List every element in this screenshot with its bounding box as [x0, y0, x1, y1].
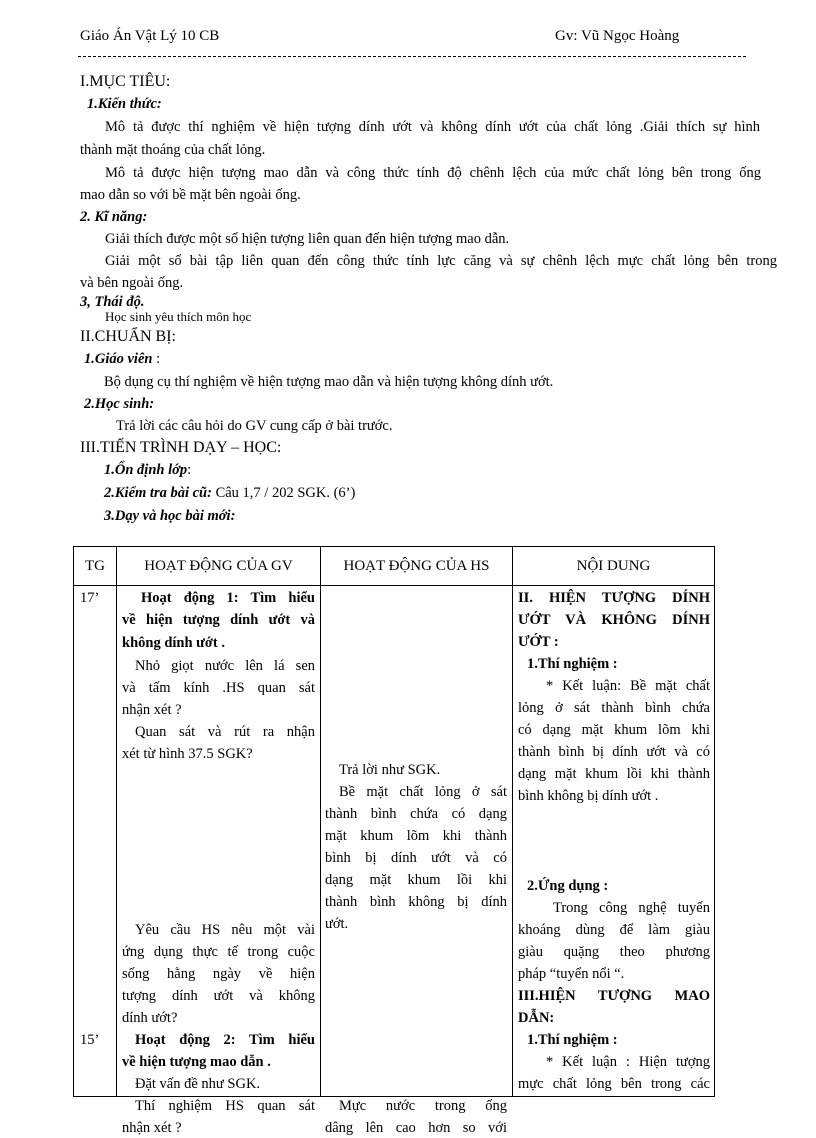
activity-title: Hoạt động 1: Tìm hiểu [141, 590, 315, 606]
table-line: sống hằng ngày về hiện [122, 966, 315, 982]
paragraph-line: Giải thích được một số hiện tượng liên quan đến hiện tượng mao dẫn. [105, 231, 510, 247]
table-line: thành bình chứa có dạng [325, 806, 507, 822]
teacher-colon: : [152, 351, 161, 367]
step-review-label: 2.Kiểm tra bài cũ: [104, 485, 212, 501]
header-student-activity: HOẠT ĐỘNG CỦA HS [321, 547, 513, 586]
time-value: 15’ [80, 1032, 100, 1048]
table-line: * Kết luận: Bề mặt chất [546, 678, 710, 694]
subheading-skills: 2. Kĩ năng: [80, 209, 148, 225]
table-line: Mực nước trong ống [339, 1098, 507, 1114]
table-line: bình bị dính ướt và có [325, 850, 507, 866]
table-line: dạng mặt khum lồi khi thành [518, 766, 710, 782]
activity-title: Hoạt động 2: Tìm hiểu [135, 1032, 315, 1048]
paragraph-line: Học sinh yêu thích môn học [105, 309, 252, 324]
activity-title: về hiện tượng dính ướt và [122, 612, 315, 628]
step-review-text: Câu 1,7 / 202 SGK. (6’) [211, 485, 356, 501]
table-line: mặt khum lõm khi thành [325, 828, 507, 844]
table-line: lỏng ở sát thành bình chứa [518, 700, 710, 716]
time-cell [74, 586, 117, 1097]
step-class-stabilize-colon: : [187, 462, 192, 478]
table-line: ướt. [325, 916, 349, 932]
content-subheading: 2.Ứng dụng : [527, 878, 609, 894]
content-subheading: 1.Thí nghiệm : [527, 656, 618, 672]
paragraph-line: Bộ dụng cụ thí nghiệm về hiện tượng mao dẫn và hiện tượng không dính ướt. [104, 374, 554, 390]
table-line: Yêu cầu HS nêu một vài [135, 922, 315, 938]
paragraph-line: thành mặt thoáng của chất lỏng. [80, 142, 266, 158]
header-time: TG [74, 547, 117, 586]
table-line: Nhỏ giọt nước lên lá sen [135, 658, 315, 674]
table-line: Trả lời như SGK. [339, 762, 441, 778]
table-line: và tấm kính .HS quan sát [122, 680, 315, 696]
table-line: thành bình bị dính ướt và có [518, 744, 710, 760]
header-divider [78, 56, 746, 57]
subheading-student: 2.Học sinh: [84, 396, 155, 412]
teacher-label: 1.Giáo viên [84, 351, 153, 367]
step-new-lesson: 3.Dạy và học bài mới: [104, 508, 236, 524]
paragraph-line: Mô tả được thí nghiệm về hiện tượng dính ướt và không dính ướt của chất lỏng .Giải thích sự hình [105, 119, 760, 135]
paragraph-line: Mô tả được hiện tượng mao dẫn và công thức tính độ chênh lệch của mức chất lỏng bên trong ống [105, 165, 761, 181]
subheading-attitude: 3, Thái độ. [80, 294, 145, 310]
table-line: Đặt vấn đề như SGK. [135, 1076, 261, 1092]
section-title-objectives: I.MỤC TIÊU: [80, 73, 171, 90]
table-row [74, 586, 715, 1097]
paragraph-line: và bên ngoài ống. [80, 275, 184, 291]
header-left: Giáo Án Vật Lý 10 CB [80, 28, 220, 44]
table-line: bình không bị dính ướt . [518, 788, 659, 804]
paragraph-line: Trả lời các câu hỏi do GV cung cấp ở bài trước. [116, 418, 393, 434]
time-value: 17’ [80, 590, 100, 606]
table-line: tượng dính ướt và không [122, 988, 315, 1004]
content-subheading: 1.Thí nghiệm : [527, 1032, 618, 1048]
content-cell [513, 586, 715, 1097]
subheading-knowledge: 1.Kiến thức: [87, 96, 162, 112]
subheading-teacher [84, 350, 160, 368]
table-line: xét từ hình 37.5 SGK? [122, 746, 253, 762]
table-line: mực chất lỏng bên trong các [518, 1076, 710, 1092]
header-teacher-activity: HOẠT ĐỘNG CỦA GV [117, 547, 321, 586]
content-heading: ƯỚT VÀ KHÔNG DÍNH [518, 612, 710, 628]
table-line: có dạng mặt khum lõm khi [518, 722, 710, 738]
content-heading: ƯỚT : [518, 634, 559, 650]
section-title-procedure: III.TIẾN TRÌNH DẠY – HỌC: [80, 439, 282, 456]
step-review [104, 484, 355, 502]
lesson-plan-table [73, 546, 715, 1136]
content-heading: III.HIỆN TƯỢNG MAO [518, 988, 710, 1004]
table-line: giàu quặng theo phương [518, 944, 710, 960]
table-line: pháp “tuyển nổi “. [518, 966, 625, 982]
table-line: ứng dụng thực tế trong cuộc [122, 944, 315, 960]
teacher-activity-cell [117, 586, 321, 1136]
table-line: dính ướt? [122, 1010, 178, 1026]
table-line: nhận xét ? [122, 702, 182, 718]
table-line: khoáng dùng để làm giàu [518, 922, 710, 938]
paragraph-line: mao dẫn so với bề mặt bên ngoài ống. [80, 187, 301, 203]
step-class-stabilize [104, 461, 191, 479]
section-title-preparation: II.CHUẨN BỊ: [80, 328, 176, 345]
table-header-row [74, 547, 715, 586]
student-activity-cell [321, 586, 513, 1136]
content-heading: II. HIỆN TƯỢNG DÍNH [518, 590, 710, 606]
table-line: Quan sát và rút ra nhận [135, 724, 315, 740]
table-line: dâng lên cao hơn so với [325, 1120, 507, 1136]
paragraph-line: Giải một số bài tập liên quan đến công thức tính lực căng và sự chênh lệch mực chất lỏng bên trong [105, 253, 777, 269]
activity-title: không dính ướt . [122, 635, 225, 651]
header-right: Gv: Vũ Ngọc Hoàng [555, 28, 680, 44]
table-line: Thí nghiệm HS quan sát [135, 1098, 315, 1114]
step-class-stabilize-label: 1.Ổn định lớp [104, 462, 188, 478]
table-line: dạng mặt khum lồi khi [325, 872, 507, 888]
header-content: NỘI DUNG [513, 547, 715, 586]
table-line: * Kết luận : Hiện tượng [546, 1054, 710, 1070]
table-line: thành bình không bị dính [325, 894, 507, 910]
table-line: Bề mặt chất lỏng ở sát [339, 784, 507, 800]
table-line: nhận xét ? [122, 1120, 182, 1136]
activity-title: về hiện tượng mao dẫn . [122, 1054, 271, 1070]
content-heading: DẪN: [518, 1010, 555, 1026]
table-line: Trong công nghệ tuyển [553, 900, 710, 916]
